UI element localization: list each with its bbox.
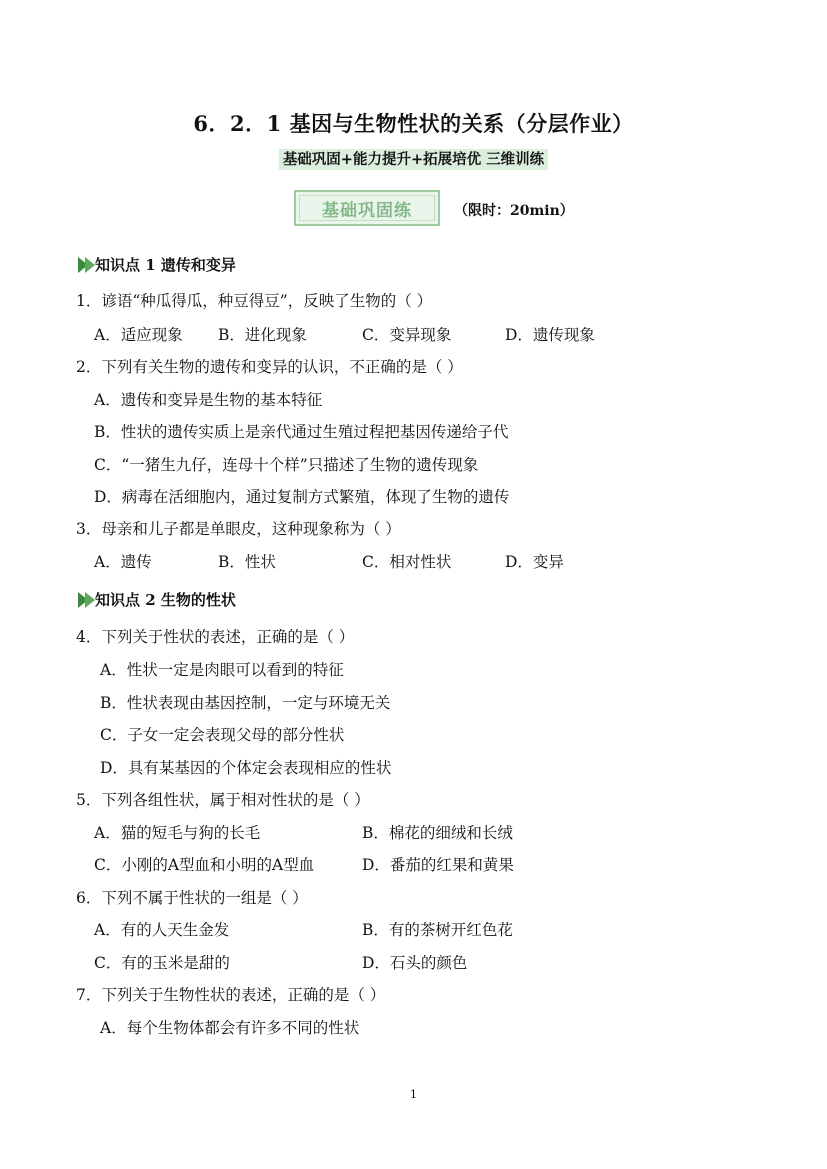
option: C．相对性状	[362, 553, 452, 571]
option: C．变异现象	[362, 326, 452, 344]
page-title: 6．2．1 基因与生物性状的关系（分层作业）	[193, 111, 634, 136]
section-badge	[294, 190, 440, 226]
option: A．每个生物体都会有许多不同的性状	[100, 1019, 360, 1037]
option: A．适应现象	[94, 326, 183, 344]
option: C．“一猪生九仔，连母十个样”只描述了生物的遗传现象	[94, 456, 479, 474]
section-heading: 知识点 2 生物的性状	[78, 589, 236, 610]
question-stem: 1．谚语“种瓜得瓜，种豆得豆”，反映了生物的（ ）	[76, 292, 433, 310]
option: D．石头的颜色	[362, 954, 468, 972]
option: A．遗传和变异是生物的基本特征	[94, 391, 323, 409]
option: A．有的人天生金发	[94, 921, 230, 939]
option: B．性状表现由基因控制，一定与环境无关	[100, 694, 391, 712]
option: C．有的玉米是甜的	[94, 954, 230, 972]
option: A．猫的短毛与狗的长毛	[94, 824, 261, 842]
option: B．进化现象	[218, 326, 307, 344]
option: D．病毒在活细胞内，通过复制方式繁殖，体现了生物的遗传	[94, 488, 510, 506]
double-chevron-icon	[78, 257, 92, 273]
double-chevron-icon	[78, 592, 92, 608]
question-stem: 6．下列不属于性状的一组是（ ）	[76, 889, 308, 907]
option: C．小刚的A型血和小明的A型血	[94, 856, 315, 874]
badge-label: 基础巩固练	[299, 195, 435, 221]
option: B．性状的遗传实质上是亲代通过生殖过程把基因传递给子代	[94, 423, 509, 441]
question-stem: 7．下列关于生物性状的表述，正确的是（ ）	[76, 986, 386, 1004]
option: B．性状	[218, 553, 276, 571]
option: A．性状一定是肉眼可以看到的特征	[100, 661, 344, 679]
question-stem: 4．下列关于性状的表述，正确的是（ ）	[76, 628, 355, 646]
option: D．番茄的红果和黄果	[362, 856, 514, 874]
question-stem: 2．下列有关生物的遗传和变异的认识，不正确的是（ ）	[76, 358, 463, 376]
option: D．变异	[505, 553, 564, 571]
option: A．遗传	[94, 553, 152, 571]
option: D．遗传现象	[505, 326, 595, 344]
option: C．子女一定会表现父母的部分性状	[100, 726, 345, 744]
option: B．棉花的细绒和长绒	[362, 824, 513, 842]
option: B．有的茶树开红色花	[362, 921, 513, 939]
time-limit: （限时：20min）	[454, 203, 574, 219]
subtitle: 基础巩固+能力提升+拓展培优 三维训练	[0, 148, 827, 169]
page-number: 1	[410, 1088, 417, 1101]
option: D．具有某基因的个体定会表现相应的性状	[100, 759, 392, 777]
section-heading: 知识点 1 遗传和变异	[78, 254, 236, 275]
question-stem: 5．下列各组性状，属于相对性状的是（ ）	[76, 791, 370, 809]
question-stem: 3．母亲和儿子都是单眼皮，这种现象称为（ ）	[76, 520, 401, 538]
